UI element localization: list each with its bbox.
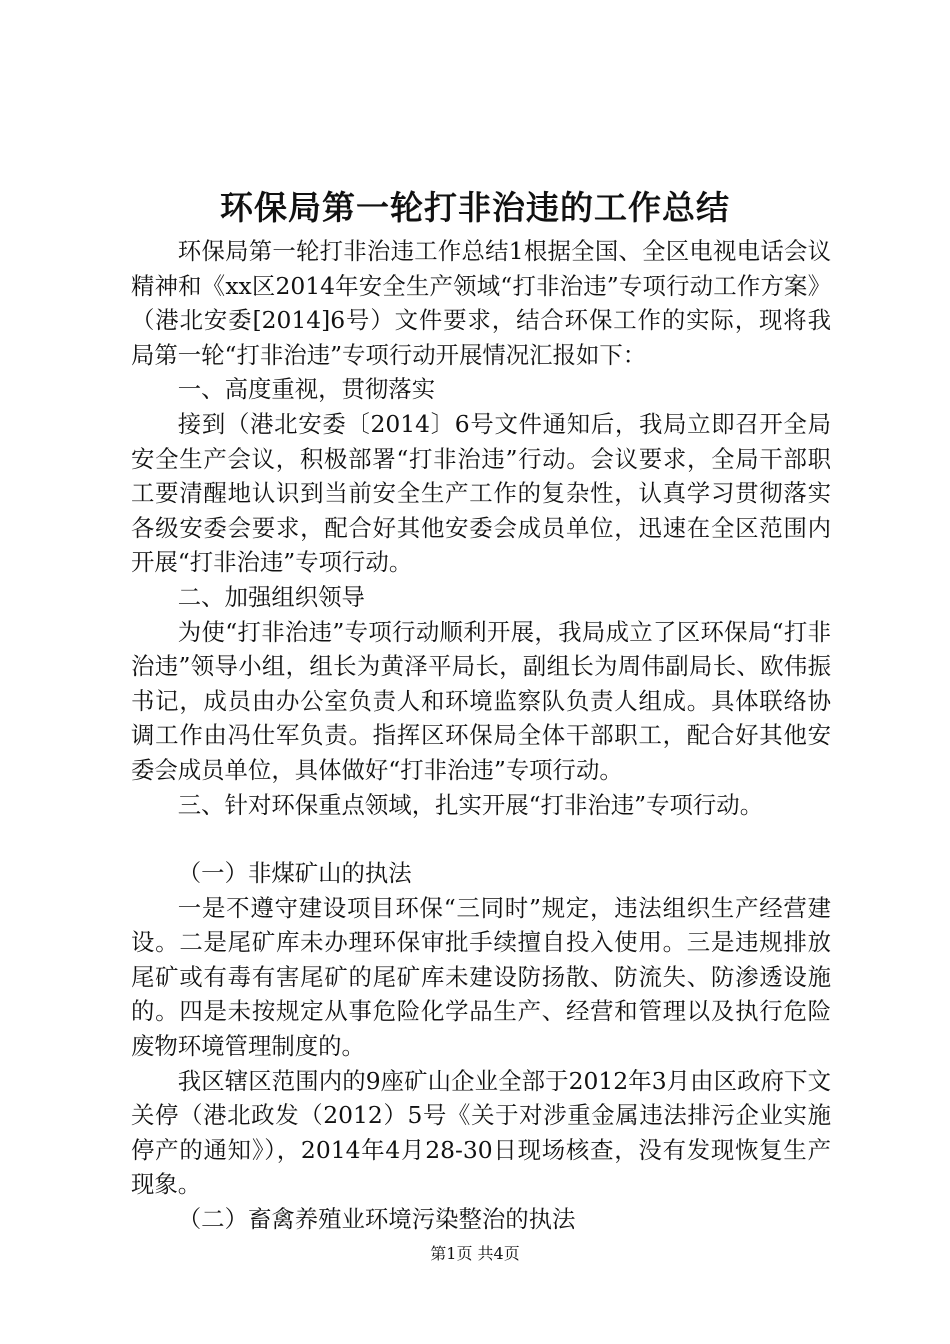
section-heading-1: 一、高度重视，贯彻落实: [177, 375, 436, 404]
subsection-heading-1: （一）非煤矿山的执法: [177, 859, 412, 888]
paragraph-subsection-1b: 我区辖区范围内的9座矿山企业全部于2012年3月由区政府下文关停（港北政发（2012）5号《关于对涉重金属违法排污企业实施停产的通知》），2014年4月28-30日现场核查，没有发现恢复生产现象。: [131, 1066, 831, 1199]
document-body: [131, 234, 831, 1237]
section-heading-3: 三、针对环保重点领域，扎实开展“打非治违”专项行动。: [177, 790, 764, 819]
paragraph-subsection-1a: 一是不遵守建设项目环保“三同时”规定，违法组织生产经营建设。二是尾矿库未办理环保审批手续擅自投入使用。三是违规排放尾矿或有毒有害尾矿的尾矿库未建设防扬散、防流失、防渗透设施的。四是未按规定从事危险化学品生产、经营和管理以及执行危险废物环境管理制度的。: [131, 893, 831, 1061]
paragraph-section-2: 为使“打非治违”专项行动顺利开展，我局成立了区环保局“打非治违”领导小组，组长为黄泽平局长，副组长为周伟副局长、欧伟振书记，成员由办公室负责人和环境监察队负责人组成。具体联络协调工作由冯仕军负责。指挥区环保局全体干部职工，配合好其他安委会成员单位，具体做好“打非治违”专项行动。: [131, 617, 831, 784]
page-indicator: 第1页 共4页: [430, 1244, 520, 1263]
paragraph-intro: 环保局第一轮打非治违工作总结1根据全国、全区电视电话会议精神和《xx区2014年安全生产领域“打非治违”专项行动工作方案》（港北安委[2014]6号）文件要求，结合环保工作的实际，现将我局第一轮“打非治违”专项行动开展情况汇报如下：: [131, 237, 831, 369]
paragraph-section-1: 接到（港北安委〔2014〕6号文件通知后，我局立即召开全局安全生产会议，积极部署“打非治违”行动。会议要求，全局干部职工要清醒地认识到当前安全生产工作的复杂性，认真学习贯彻落实各级安委会要求，配合好其他安委会成员单位，迅速在全区范围内开展“打非治违”专项行动。: [131, 409, 831, 577]
subsection-heading-2: （二）畜禽养殖业环境污染整治的执法: [177, 1205, 576, 1234]
section-heading-2: 二、加强组织领导: [177, 582, 365, 611]
document-title: 环保局第一轮打非治违的工作总结: [220, 188, 730, 227]
